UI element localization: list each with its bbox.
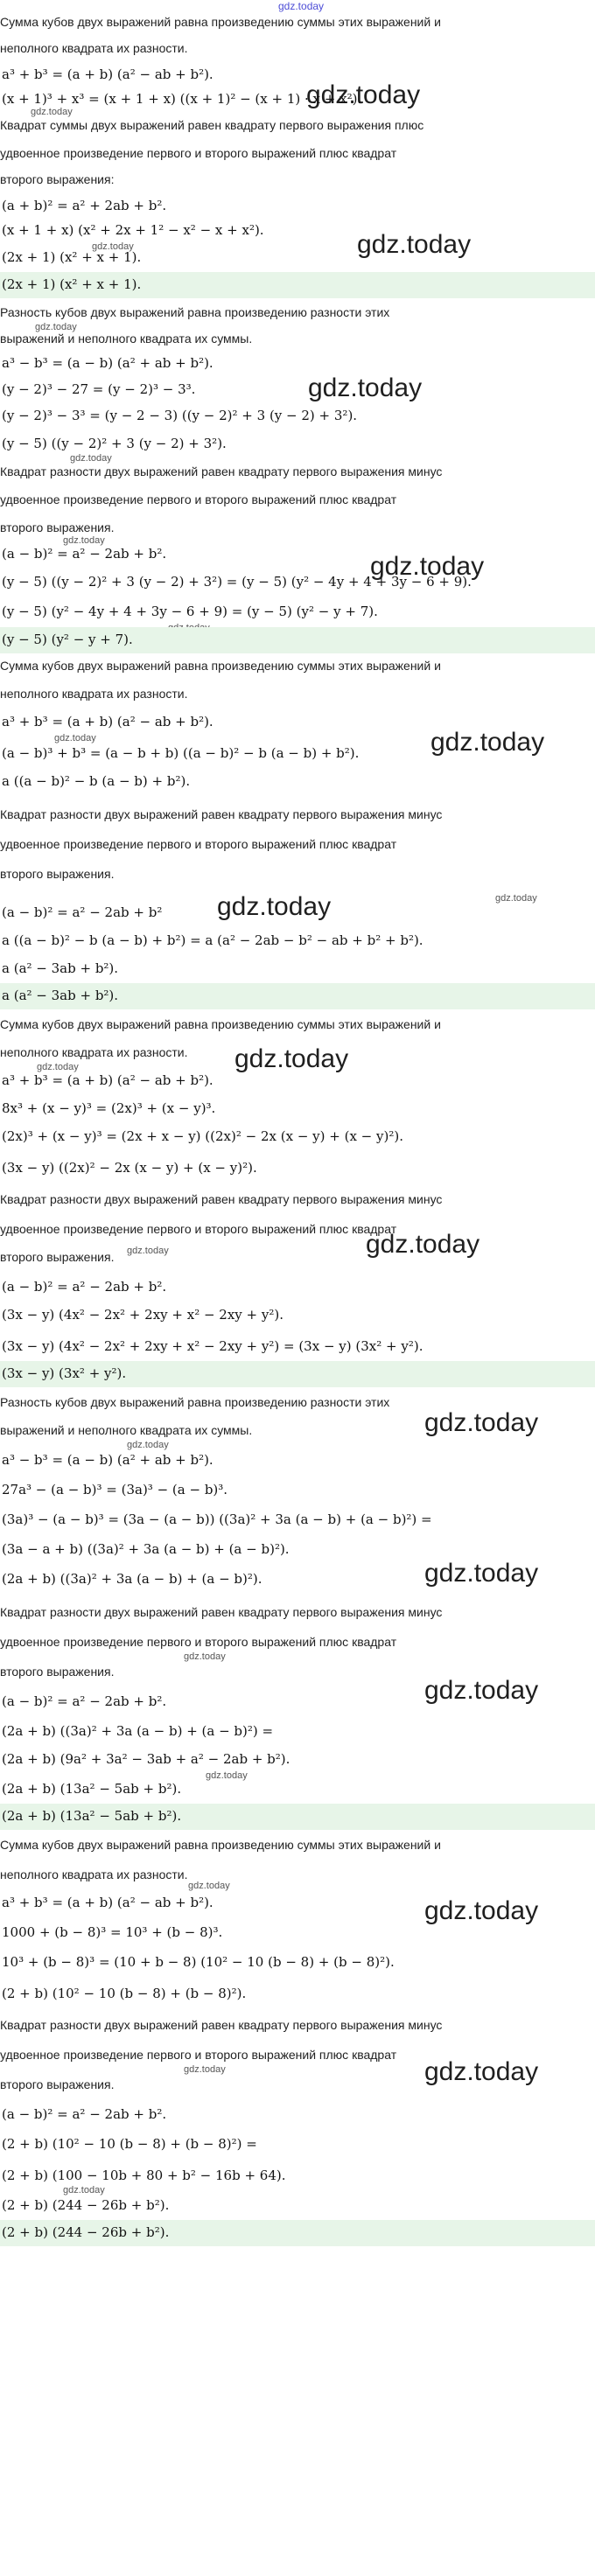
rule-text: второго выражения:	[0, 172, 115, 186]
rule-text: второго выражения.	[0, 1250, 115, 1264]
rule-text: Разность кубов двух выражений равна произведению разности этих	[0, 305, 390, 319]
watermark: gdz.today	[206, 1770, 248, 1781]
watermark: gdz.today	[184, 2064, 226, 2075]
rule-text: удвоенное произведение первого и второго выражений плюс квадрат	[0, 2048, 397, 2062]
rule-text: Разность кубов двух выражений равна произведению разности этих	[0, 1395, 390, 1409]
formula-line: (a − b)² = a² − 2ab + b².	[2, 2106, 167, 2122]
rule-text: Сумма кубов двух выражений равна произведению суммы этих выражений и	[0, 1838, 441, 1852]
watermark: gdz.today	[184, 1651, 226, 1662]
formula-line: a³ + b³ = (a + b) (a² − ab + b²).	[2, 1072, 214, 1088]
rule-text: Сумма кубов двух выражений равна произведению суммы этих выражений и	[0, 659, 441, 673]
watermark: gdz.today	[424, 2057, 539, 2086]
formula-line: a (a² − 3ab + b²).	[2, 960, 119, 976]
answer-formula: (2 + b) (244 − 26b + b²).	[2, 2224, 170, 2240]
rule-text: Сумма кубов двух выражений равна произведению суммы этих выражений и	[0, 1017, 441, 1031]
watermark: gdz.today	[63, 535, 105, 546]
site-link[interactable]: gdz.today	[278, 0, 325, 12]
watermark: gdz.today	[37, 1062, 79, 1072]
formula-line: (a − b)² = a² − 2ab + b².	[2, 1693, 167, 1709]
formula-line: (2x)³ + (x − y)³ = (2x + x − y) ((2x)² − 2x (x − y) + (x − y)²).	[2, 1128, 403, 1144]
formula-line: (3x − y) (4x² − 2x² + 2xy + x² − 2xy + y²).	[2, 1307, 284, 1323]
formula-line: 8x³ + (x − y)³ = (2x)³ + (x − y)³.	[2, 1100, 216, 1116]
watermark: gdz.today	[308, 373, 423, 402]
rule-text: неполного квадрата их разности.	[0, 687, 188, 701]
answer-formula: a (a² − 3ab + b²).	[2, 988, 119, 1003]
rule-text: Квадрат разности двух выражений равен квадрату первого выражения минус	[0, 1192, 443, 1206]
rule-text: Квадрат суммы двух выражений равен квадрату первого выражения плюс	[0, 118, 424, 132]
watermark: gdz.today	[424, 1896, 539, 1925]
watermark: gdz.today	[127, 1246, 169, 1256]
answer-highlight	[0, 2220, 595, 2246]
rule-text: выражений и неполного квадрата их суммы.	[0, 332, 253, 346]
rule-text: удвоенное произведение первого и второго выражений плюс квадрат	[0, 1635, 397, 1649]
watermark: gdz.today	[70, 453, 112, 464]
answer-formula: (3x − y) (3x² + y²).	[2, 1365, 127, 1381]
rule-text: удвоенное произведение первого и второго выражений плюс квадрат	[0, 492, 397, 506]
rule-text: Сумма кубов двух выражений равна произведению суммы этих выражений и	[0, 15, 441, 29]
formula-line: (2a + b) ((3a)² + 3a (a − b) + (a − b)²).	[2, 1571, 262, 1587]
formula-line: (3x − y) (4x² − 2x² + 2xy + x² − 2xy + y²) = (3x − y) (3x² + y²).	[2, 1338, 424, 1354]
answer-highlight	[0, 983, 595, 1009]
watermark: gdz.today	[366, 1230, 480, 1259]
answer-highlight	[0, 627, 595, 653]
watermark: gdz.today	[217, 892, 332, 921]
formula-line: (3a)³ − (a − b)³ = (3a − (a − b)) ((3a)² + 3a (a − b) + (a − b)²) =	[2, 1511, 432, 1527]
rule-text: второго выражения.	[0, 1665, 115, 1679]
rule-text: неполного квадрата их разности.	[0, 1867, 188, 1881]
formula-line: (2 + b) (10² − 10 (b − 8) + (b − 8)²) =	[2, 2136, 257, 2152]
watermark: gdz.today	[127, 1440, 169, 1450]
rule-text: неполного квадрата их разности.	[0, 1045, 188, 1059]
rule-text: второго выражения.	[0, 2077, 115, 2091]
watermark: gdz.today	[35, 322, 77, 332]
watermark: gdz.today	[424, 1408, 539, 1437]
formula-line: 10³ + (b − 8)³ = (10 + b − 8) (10² − 10 (b − 8) + (b − 8)²).	[2, 1954, 395, 1970]
answer-formula: (y − 5) (y² − y + 7).	[2, 632, 133, 647]
formula-line: (a − b)² = a² − 2ab + b²	[2, 904, 163, 920]
formula-line: a³ + b³ = (a + b) (a² − ab + b²).	[2, 714, 214, 730]
formula-line: a³ − b³ = (a − b) (a² + ab + b²).	[2, 355, 214, 371]
watermark: gdz.today	[306, 80, 421, 109]
formula-line: (a + b)² = a² + 2ab + b².	[2, 198, 167, 213]
formula-line: 27a³ − (a − b)³ = (3a)³ − (a − b)³.	[2, 1482, 228, 1497]
formula-line: a ((a − b)² − b (a − b) + b²) = a (a² − 2ab − b² − ab + b² + b²).	[2, 932, 424, 948]
formula-line: (y − 5) ((y − 2)² + 3 (y − 2) + 3²).	[2, 436, 227, 451]
watermark: gdz.today	[357, 230, 472, 259]
rule-text: Квадрат разности двух выражений равен квадрату первого выражения минус	[0, 807, 443, 821]
watermark: gdz.today	[424, 1676, 539, 1705]
watermark: gdz.today	[495, 893, 537, 904]
answer-highlight	[0, 272, 595, 298]
watermark: gdz.today	[424, 1559, 539, 1588]
formula-line: a ((a − b)² − b (a − b) + b²).	[2, 773, 191, 789]
answer-highlight	[0, 1361, 595, 1387]
formula-line: a³ − b³ = (a − b) (a² + ab + b²).	[2, 1452, 214, 1468]
formula-line: a³ + b³ = (a + b) (a² − ab + b²).	[2, 1895, 214, 1910]
answer-formula: (2a + b) (13a² − 5ab + b²).	[2, 1808, 182, 1824]
rule-text: второго выражения.	[0, 867, 115, 881]
watermark: gdz.today	[430, 728, 545, 757]
formula-line: 1000 + (b − 8)³ = 10³ + (b − 8)³.	[2, 1924, 223, 1940]
formula-line: (2x + 1) (x² + x + 1).	[2, 249, 142, 265]
formula-line: (2a + b) (9a² + 3a² − 3ab + a² − 2ab + b²).	[2, 1751, 290, 1767]
watermark: gdz.today	[370, 552, 485, 581]
watermark: gdz.today	[92, 241, 134, 252]
formula-line: (2 + b) (10² − 10 (b − 8) + (b − 8)²).	[2, 1986, 247, 2001]
formula-line: (a − b)² = a² − 2ab + b².	[2, 546, 167, 562]
rule-text: удвоенное произведение первого и второго выражений плюс квадрат	[0, 146, 397, 160]
formula-line: (3x − y) ((2x)² − 2x (x − y) + (x − y)²).	[2, 1160, 257, 1176]
watermark: gdz.today	[63, 2185, 105, 2196]
rule-text: Квадрат разности двух выражений равен квадрату первого выражения минус	[0, 1605, 443, 1619]
rule-text: Квадрат разности двух выражений равен квадрату первого выражения минус	[0, 464, 443, 478]
rule-text: второго выражения.	[0, 520, 115, 534]
rule-text: Квадрат разности двух выражений равен квадрату первого выражения минус	[0, 2018, 443, 2032]
formula-line: (2a + b) (13a² − 5ab + b²).	[2, 1781, 182, 1797]
formula-line: (3a − a + b) ((3a)² + 3a (a − b) + (a − b)²).	[2, 1541, 290, 1557]
formula-line: (x + 1)³ + x³ = (x + 1 + x) ((x + 1)² − (x + 1) · x + x²).	[2, 91, 362, 107]
formula-line: (a − b)³ + b³ = (a − b + b) ((a − b)² − b (a − b) + b²).	[2, 745, 360, 761]
answer-highlight	[0, 1804, 595, 1830]
rule-text: удвоенное произведение первого и второго выражений плюс квадрат	[0, 1222, 397, 1236]
formula-line: (a − b)² = a² − 2ab + b².	[2, 1279, 167, 1295]
rule-text: выражений и неполного квадрата их суммы.	[0, 1423, 253, 1437]
formula-line: (x + 1 + x) (x² + 2x + 1² − x² − x + x²).	[2, 222, 264, 238]
formula-line: a³ + b³ = (a + b) (a² − ab + b²).	[2, 66, 214, 82]
watermark: gdz.today	[234, 1044, 349, 1073]
formula-line: (2 + b) (244 − 26b + b²).	[2, 2197, 170, 2213]
formula-line: (2 + b) (100 − 10b + 80 + b² − 16b + 64).	[2, 2168, 286, 2183]
watermark: gdz.today	[31, 107, 73, 117]
formula-line: (2a + b) ((3a)² + 3a (a − b) + (a − b)²) =	[2, 1723, 274, 1739]
answer-formula: (2x + 1) (x² + x + 1).	[2, 276, 142, 292]
formula-line: (y − 5) (y² − 4y + 4 + 3y − 6 + 9) = (y − 5) (y² − y + 7).	[2, 604, 378, 619]
watermark: gdz.today	[188, 1881, 230, 1891]
watermark: gdz.today	[54, 733, 96, 743]
formula-line: (y − 5) ((y − 2)² + 3 (y − 2) + 3²) = (y − 5) (y² − 4y + 4 + 3y − 6 + 9).	[2, 574, 472, 590]
formula-line: (y − 2)³ − 27 = (y − 2)³ − 3³.	[2, 381, 196, 397]
rule-text: неполного квадрата их разности.	[0, 41, 188, 55]
formula-line: (y − 2)³ − 3³ = (y − 2 − 3) ((y − 2)² + 3 (y − 2) + 3²).	[2, 408, 358, 423]
rule-text: удвоенное произведение первого и второго выражений плюс квадрат	[0, 837, 397, 851]
